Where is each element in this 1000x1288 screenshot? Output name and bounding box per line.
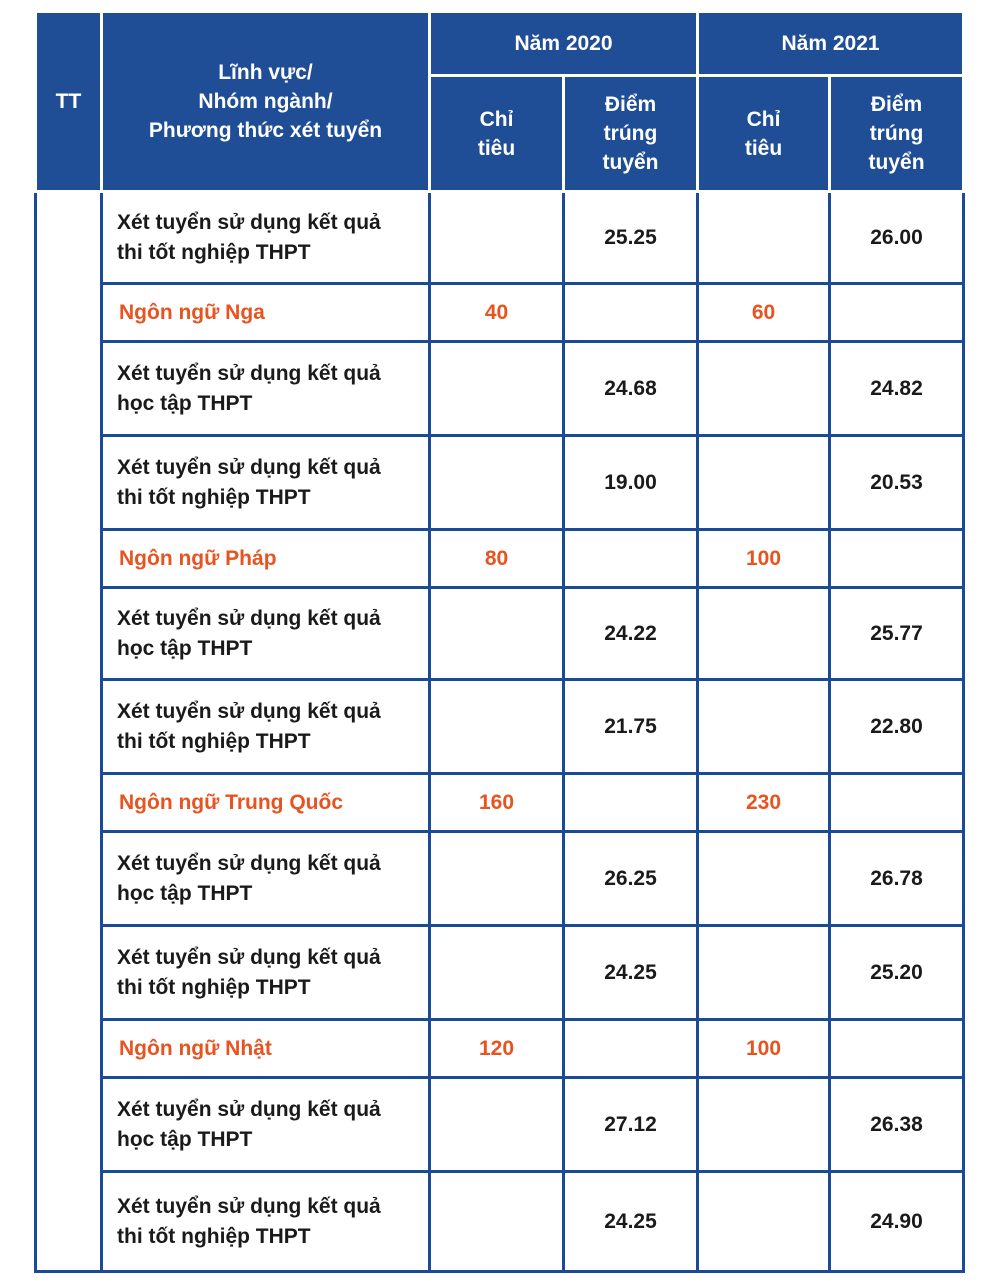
row-label-line: Xét tuyển sử dụng kết quả [117, 361, 381, 385]
row-label-line: Xét tuyển sử dụng kết quả [117, 945, 381, 969]
header-score-line: Điểm [870, 93, 923, 116]
quota-cell [698, 680, 830, 774]
score-cell [830, 774, 964, 832]
header-quota-line: Chỉ [746, 107, 781, 131]
header-quota-line: tiêu [744, 136, 783, 160]
row-label [102, 530, 430, 588]
score-cell: 24.90 [830, 1172, 964, 1272]
row-label [102, 1172, 430, 1272]
header-score-line: tuyển [868, 151, 925, 174]
row-label-line: học tập THPT [117, 636, 253, 660]
row-label-line: Xét tuyển sử dụng kết quả [117, 1194, 381, 1218]
score-cell: 26.38 [830, 1078, 964, 1172]
method-row [36, 342, 964, 436]
quota-cell [430, 342, 564, 436]
row-label-line: Xét tuyển sử dụng kết quả [117, 606, 381, 630]
score-cell: 25.20 [830, 926, 964, 1020]
row-label-line: Ngôn ngữ Nga [119, 300, 265, 324]
score-cell: 24.82 [830, 342, 964, 436]
method-row [36, 588, 964, 680]
score-cell: 22.80 [830, 680, 964, 774]
row-label [102, 1020, 430, 1078]
row-label [102, 832, 430, 926]
quota-cell [698, 1078, 830, 1172]
score-cell [830, 1020, 964, 1078]
row-label-line: học tập THPT [117, 881, 253, 905]
score-cell: 24.68 [564, 342, 698, 436]
row-label [102, 1078, 430, 1172]
row-label-line: thi tốt nghiệp THPT [117, 975, 311, 999]
row-label-line: học tập THPT [117, 1127, 253, 1151]
row-label-line: Xét tuyển sử dụng kết quả [117, 699, 381, 723]
quota-cell [430, 1078, 564, 1172]
row-label-line: Ngôn ngữ Nhật [119, 1036, 272, 1060]
header-year-2020: Năm 2020 [430, 12, 698, 76]
header-quota-line: tiêu [477, 136, 516, 160]
method-row [36, 926, 964, 1020]
method-row [36, 1078, 964, 1172]
row-label-line: thi tốt nghiệp THPT [117, 729, 311, 753]
row-label [102, 774, 430, 832]
quota-cell: 40 [430, 284, 564, 342]
quota-cell: 100 [698, 530, 830, 588]
score-cell [564, 284, 698, 342]
method-row [36, 680, 964, 774]
major-row [36, 530, 964, 588]
score-cell: 24.25 [564, 926, 698, 1020]
row-label-line: Xét tuyển sử dụng kết quả [117, 210, 381, 234]
tt-cell [36, 192, 102, 1272]
row-label [102, 680, 430, 774]
score-cell: 25.77 [830, 588, 964, 680]
quota-cell [430, 436, 564, 530]
score-cell: 20.53 [830, 436, 964, 530]
row-label [102, 192, 430, 284]
quota-cell [698, 926, 830, 1020]
major-row [36, 284, 964, 342]
score-cell: 25.25 [564, 192, 698, 284]
major-row [36, 774, 964, 832]
header-score-line: Điểm [604, 93, 657, 116]
row-label-line: Ngôn ngữ Pháp [119, 546, 277, 570]
quota-cell [698, 832, 830, 926]
header-score-2021 [830, 76, 964, 192]
quota-cell [698, 192, 830, 284]
score-cell: 26.00 [830, 192, 964, 284]
row-label-line: Ngôn ngữ Trung Quốc [119, 790, 344, 814]
row-label-line: Xét tuyển sử dụng kết quả [117, 455, 381, 479]
quota-cell [698, 1172, 830, 1272]
score-cell: 19.00 [564, 436, 698, 530]
score-cell: 27.12 [564, 1078, 698, 1172]
method-row [36, 192, 964, 284]
header-year-2021: Năm 2021 [698, 12, 964, 76]
header-quota-2020 [430, 76, 564, 192]
header-score-line: trúng [869, 122, 924, 145]
header-score-line: tuyển [602, 151, 659, 174]
row-label [102, 436, 430, 530]
header-field-line: Nhóm ngành/ [198, 90, 333, 113]
row-label-line: Xét tuyển sử dụng kết quả [117, 1097, 381, 1121]
row-label [102, 926, 430, 1020]
quota-cell [430, 192, 564, 284]
quota-cell [430, 926, 564, 1020]
quota-cell [430, 588, 564, 680]
score-cell: 21.75 [564, 680, 698, 774]
score-cell: 24.22 [564, 588, 698, 680]
score-cell [564, 1020, 698, 1078]
header-score-line: trúng [603, 122, 658, 145]
row-label-line: Xét tuyển sử dụng kết quả [117, 851, 381, 875]
quota-cell: 100 [698, 1020, 830, 1078]
quota-cell [698, 436, 830, 530]
header-field [102, 12, 430, 192]
score-cell [830, 530, 964, 588]
method-row [36, 436, 964, 530]
header-tt: TT [36, 12, 102, 192]
header-quota-2021 [698, 76, 830, 192]
quota-cell: 60 [698, 284, 830, 342]
score-cell: 26.25 [564, 832, 698, 926]
row-label-line: thi tốt nghiệp THPT [117, 485, 311, 509]
header-field-line: Phương thức xét tuyển [148, 119, 383, 142]
quota-cell [430, 832, 564, 926]
header-field-line: Lĩnh vực/ [218, 61, 313, 84]
method-row [36, 832, 964, 926]
quota-cell [698, 342, 830, 436]
quota-cell [430, 680, 564, 774]
row-label [102, 342, 430, 436]
score-cell [830, 284, 964, 342]
row-label-line: thi tốt nghiệp THPT [117, 1224, 311, 1248]
header-quota-line: Chỉ [479, 107, 514, 131]
row-label-line: thi tốt nghiệp THPT [117, 240, 311, 264]
quota-cell [698, 588, 830, 680]
quota-cell: 120 [430, 1020, 564, 1078]
major-row [36, 1020, 964, 1078]
score-cell: 26.78 [830, 832, 964, 926]
row-label-line: học tập THPT [117, 391, 253, 415]
quota-cell [430, 1172, 564, 1272]
method-row [36, 1172, 964, 1272]
score-cell [564, 774, 698, 832]
row-label [102, 284, 430, 342]
row-label [102, 588, 430, 680]
quota-cell: 230 [698, 774, 830, 832]
admission-table [34, 10, 965, 1273]
quota-cell: 160 [430, 774, 564, 832]
score-cell [564, 530, 698, 588]
header-score-2020 [564, 76, 698, 192]
quota-cell: 80 [430, 530, 564, 588]
score-cell: 24.25 [564, 1172, 698, 1272]
